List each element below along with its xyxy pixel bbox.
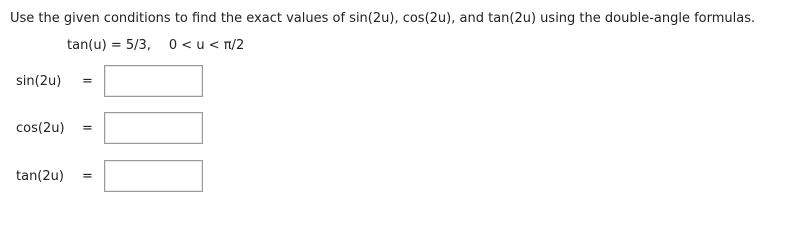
answer-row-sin (16, 65, 216, 99)
equals-sign: = (82, 121, 93, 136)
answer-row-cos (16, 112, 216, 146)
equals-sign: = (82, 169, 93, 184)
given-conditions (67, 38, 244, 53)
given-condition: 0 < u < π/2 (168, 38, 245, 53)
tan-2u-answer-field[interactable] (104, 160, 203, 192)
cos-2u-answer-field[interactable] (104, 112, 203, 144)
answer-row-tan (16, 160, 216, 194)
given-equation: tan(u) = 5/3, (67, 38, 151, 53)
answer-label-tan: tan(2u) (16, 169, 64, 184)
answer-label-sin: sin(2u) (16, 74, 62, 89)
equals-sign: = (82, 74, 93, 89)
question-instructions: Use the given conditions to find the exact values of sin(2u), cos(2u), and tan(2u) using the double-angle formulas. (10, 11, 756, 26)
answer-label-cos: cos(2u) (16, 121, 65, 136)
sin-2u-answer-field[interactable] (104, 65, 203, 97)
